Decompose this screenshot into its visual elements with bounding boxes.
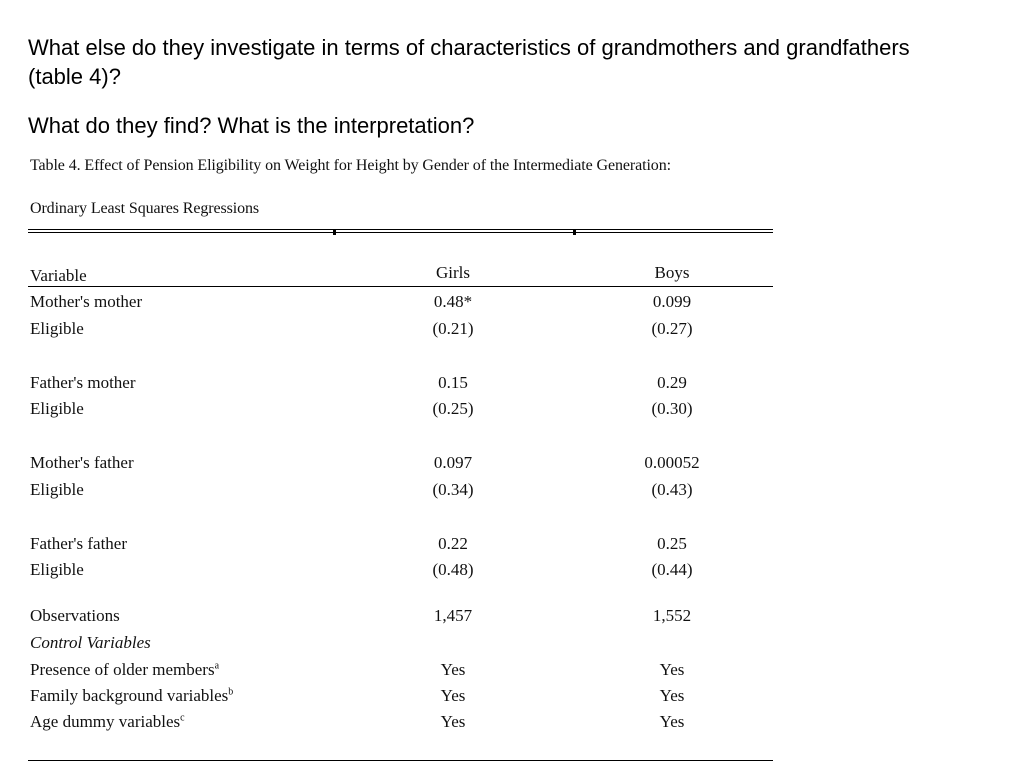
table-row xyxy=(0,319,1024,345)
row-boys: (0.30) xyxy=(651,399,693,418)
row-boys: (0.27) xyxy=(651,319,693,338)
row-variable: Eligible xyxy=(30,480,84,499)
header-rule xyxy=(28,286,773,287)
table-top-rule xyxy=(28,229,773,233)
table-row xyxy=(0,453,1024,479)
footnote-marker: c xyxy=(180,712,185,724)
row-boys: Yes xyxy=(659,686,685,705)
row-boys: Yes xyxy=(659,660,685,679)
row-boys: 0.25 xyxy=(657,534,687,553)
question-table-4: What else do they investigate in terms of characteristics of grandmothers and grandfathers (table 4)? xyxy=(28,35,910,89)
header-girls: Girls xyxy=(436,263,470,282)
table-row xyxy=(0,560,1024,586)
row-boys: 0.099 xyxy=(652,292,692,311)
control-variables-label: Control Variables xyxy=(30,633,151,652)
row-variable: Eligible xyxy=(30,319,84,338)
table-row xyxy=(0,373,1024,399)
table-row xyxy=(0,660,1024,686)
row-boys: 0.29 xyxy=(657,373,687,392)
table-row xyxy=(0,292,1024,318)
row-girls: (0.21) xyxy=(432,319,474,338)
table-row xyxy=(0,480,1024,506)
table-row xyxy=(0,606,1024,632)
row-girls: (0.34) xyxy=(432,480,474,499)
row-variable: Father's mother xyxy=(30,373,136,392)
row-girls: 0.48* xyxy=(433,292,473,311)
table-row xyxy=(0,712,1024,738)
row-girls: (0.48) xyxy=(432,560,474,579)
header-variable: Variable xyxy=(30,266,87,285)
table-row xyxy=(0,686,1024,712)
row-boys: (0.44) xyxy=(651,560,693,579)
row-girls: Yes xyxy=(440,686,466,705)
row-boys: 1,552 xyxy=(652,606,692,625)
row-variable: Eligible xyxy=(30,399,84,418)
header-boys: Boys xyxy=(654,263,690,282)
row-girls: 1,457 xyxy=(433,606,473,625)
row-girls: 0.15 xyxy=(438,373,468,392)
table-subcaption: Ordinary Least Squares Regressions xyxy=(30,200,259,217)
row-variable: Age dummy variables$^c$ xyxy=(30,712,185,731)
row-variable: Mother's father xyxy=(30,453,134,472)
table-row xyxy=(0,399,1024,425)
row-boys: 0.00052 xyxy=(644,453,700,472)
row-variable: Mother's mother xyxy=(30,292,143,311)
table-bottom-rule xyxy=(28,760,773,761)
table-row xyxy=(0,534,1024,560)
row-variable: Observations xyxy=(30,606,120,625)
row-boys: Yes xyxy=(659,712,685,731)
table-caption: Table 4. Effect of Pension Eligibility on Weight for Height by Gender of the Intermediate Generation: xyxy=(30,157,671,174)
row-variable: Presence of older members$^a$ xyxy=(30,660,220,679)
row-girls: 0.097 xyxy=(433,453,473,472)
row-variable: Father's father xyxy=(30,534,127,553)
footnote-marker: b xyxy=(228,686,234,698)
column-tick xyxy=(333,229,336,235)
footnote-marker: a xyxy=(214,660,220,672)
row-variable: Eligible xyxy=(30,560,84,579)
table-row xyxy=(0,633,1024,659)
row-girls: 0.22 xyxy=(438,534,468,553)
column-tick xyxy=(573,229,576,235)
question-findings: What do they find? What is the interpretation? xyxy=(28,113,475,138)
row-girls: Yes xyxy=(440,712,466,731)
row-variable: Family background variables$^b$ xyxy=(30,686,234,705)
row-boys: (0.43) xyxy=(651,480,693,499)
row-girls: Yes xyxy=(440,660,466,679)
row-girls: (0.25) xyxy=(432,399,474,418)
